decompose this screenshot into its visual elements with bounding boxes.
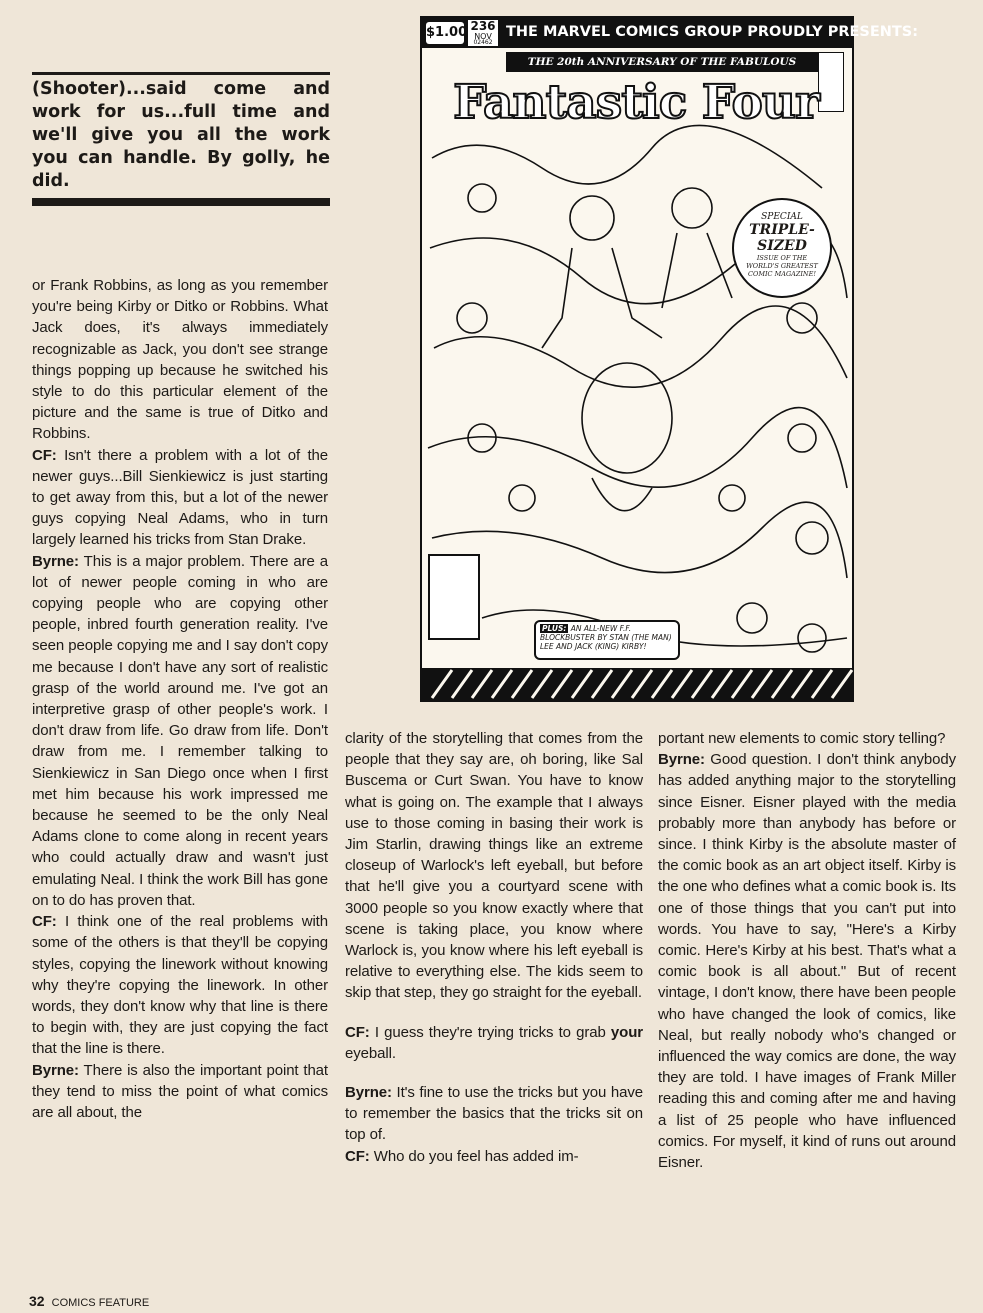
cover-issue-box xyxy=(468,20,498,46)
cover-anniversary: THE 20th ANNIVERSARY OF THE FABULOUS xyxy=(506,52,818,72)
plus-text: AN ALL-NEW F.F. BLOCKBUSTER BY STAN (THE MAN) LEE AND JACK (KING) KIRBY! xyxy=(540,624,672,651)
paragraph-text: This is a major problem. There are a lot of newer people coming in who are copying people who are copying other people, inbred fourth generation reality. I've seen people copying me and I say don't copy me because I don't have any sort of realistic grasp of the world around me. I've got an interpretive grasp of other people's work. I don't draw from life. Go draw from life. Don't draw from me. I remember talking to Sienkiewicz in San Diego once when I first met him because his work impressed me because he seemed to be the only Neal Adams clone to come along in recent years who could actually draw and wasn't just emulating Neal. I think the work Bill has gone on to do has proven that. xyxy=(32,552,328,909)
pullquote-bottom-rule xyxy=(32,198,330,206)
cover-price: $1.00 xyxy=(426,22,464,44)
paragraph-spacer xyxy=(345,1004,643,1022)
pullquote-top-rule xyxy=(32,72,330,75)
col1-paragraph-5 xyxy=(32,1060,328,1124)
cover-plus-caption xyxy=(534,620,680,660)
paragraph-text: or Frank Robbins, as long as you remember you're being Kirby or Ditko or Robbins. What Jack does, it's always immediately recognizable as Jack, you don't see strange things popping up because he switched his style to do this particular element of the picture and the same is true of Ditko and Robbins. xyxy=(32,277,328,443)
paragraph-spacer xyxy=(345,1064,643,1082)
triple-sized-badge xyxy=(732,198,832,298)
col3-paragraph-2 xyxy=(658,749,956,1173)
issue-code: 02462 xyxy=(473,39,493,46)
col2-paragraph-3 xyxy=(345,1082,643,1146)
col1-paragraph-3 xyxy=(32,551,328,911)
badge-line-2: TRIPLE-SIZED xyxy=(749,222,815,254)
paragraph-text: It's fine to use the tricks but you have to remember the basics that the tricks sit on top of. xyxy=(345,1084,643,1144)
paragraph-text: Who do you feel has added im- xyxy=(369,1147,579,1165)
paragraph-text: There is also the important point that they tend to miss the point of what comics are all about, the xyxy=(32,1061,328,1121)
badge-line-1: SPECIAL xyxy=(761,212,803,222)
page-footer xyxy=(29,1293,149,1309)
publication-name: COMICS FEATURE xyxy=(51,1297,150,1309)
emphasis-text: your xyxy=(610,1023,643,1041)
speaker-label: CF: xyxy=(32,446,57,464)
article-column-2 xyxy=(345,728,643,1167)
cover-banner-text: THE MARVEL COMICS GROUP PROUDLY PRESENTS: xyxy=(506,24,919,40)
col1-paragraph-4 xyxy=(32,911,328,1059)
col1-paragraph-1 xyxy=(32,275,328,445)
paragraph-text: I think one of the real problems with some of the others is that they'll be copying styles, copying the linework without knowing why they're copying the linework. In other words, they don't know why that line is there to begin with, they are just copying the fact that the line is there. xyxy=(32,913,328,1058)
speaker-label: Byrne: xyxy=(32,552,79,570)
col3-paragraph-1: portant new elements to comic story telling? xyxy=(658,730,946,747)
cover-top-banner xyxy=(422,18,919,48)
upc-box xyxy=(428,554,480,640)
col2-paragraph-2 xyxy=(345,1022,643,1064)
issue-month: NOV xyxy=(474,32,492,41)
article-column-3 xyxy=(658,728,956,1173)
cover-title: Fantastic Four xyxy=(453,75,819,130)
speaker-label: Byrne: xyxy=(32,1061,79,1079)
speaker-label: CF: xyxy=(32,913,57,931)
speaker-label: CF: xyxy=(345,1147,370,1165)
pull-quote: (Shooter)...said come and work for us...full time and we'll give you all the work you can handle. By golly, he did. xyxy=(32,79,330,191)
issue-number: 236 xyxy=(470,19,496,33)
col1-paragraph-2 xyxy=(32,445,328,551)
page-number: 32 xyxy=(29,1293,45,1309)
speaker-label: CF: xyxy=(345,1023,370,1041)
paragraph-text: I guess they're trying tricks to grab xyxy=(369,1023,611,1041)
plus-tag: PLUS: xyxy=(542,624,567,633)
paragraph-text: Isn't there a problem with a lot of the newer guys...Bill Sienkiewicz is just starting to get away from this, but a lot of the newer guys copying Neal Adams, who in turn largely learned his tricks from Stan Drake. xyxy=(32,446,328,549)
paragraph-text: Good question. I don't think anybody has added anything major to the storytelling since Eisner. Eisner played with the media probably more than anybody has before or since. I think Kirby is the absolute master of the comic book as an art object itself. Kirby is the one who defines what a comic book is. Its one of those things that you can't put into words. You have to say, "Here's a Kirby comic. Here's Kirby at his best. That's what a comic book is all about." But of recent vintage, I don't know, there have been people who have changed the look of comics, like Neal, but really nobody who's changed or influenced the way comics are done, the way they are told. I have images of Frank Miller reading this and coming after me and having a list of 25 people who have influenced comics. For myself, it kind of runs out around Eisner. xyxy=(658,751,956,1172)
badge-line-3: ISSUE OF THE WORLD'S GREATEST COMIC MAGAZINE! xyxy=(746,254,818,278)
speaker-label: Byrne: xyxy=(345,1084,392,1102)
bleed-through-mark xyxy=(884,0,954,16)
col2-paragraph-1: clarity of the storytelling that comes from the people that they say are, oh boring, like Sal Buscema or Curt Swan. You have to know what is going on. The example that I always use to those coming in basing their work is Jim Starlin, drawing things like an extreme closeup of Warlock's left eyeball, but before that he'll give you a courtyard scene with 3000 people so you know exactly where that scene is taking place, you know where Warlock is, you know where his left eyeball is relative to everything else. The kids seem to skip that step, they go straight for the eyeball. xyxy=(345,730,643,1002)
speaker-label: Byrne: xyxy=(658,751,705,769)
comic-cover-image xyxy=(420,16,919,702)
article-column-1 xyxy=(32,275,328,1123)
col2-paragraph-4 xyxy=(345,1146,643,1167)
paragraph-text: eyeball. xyxy=(345,1044,396,1062)
